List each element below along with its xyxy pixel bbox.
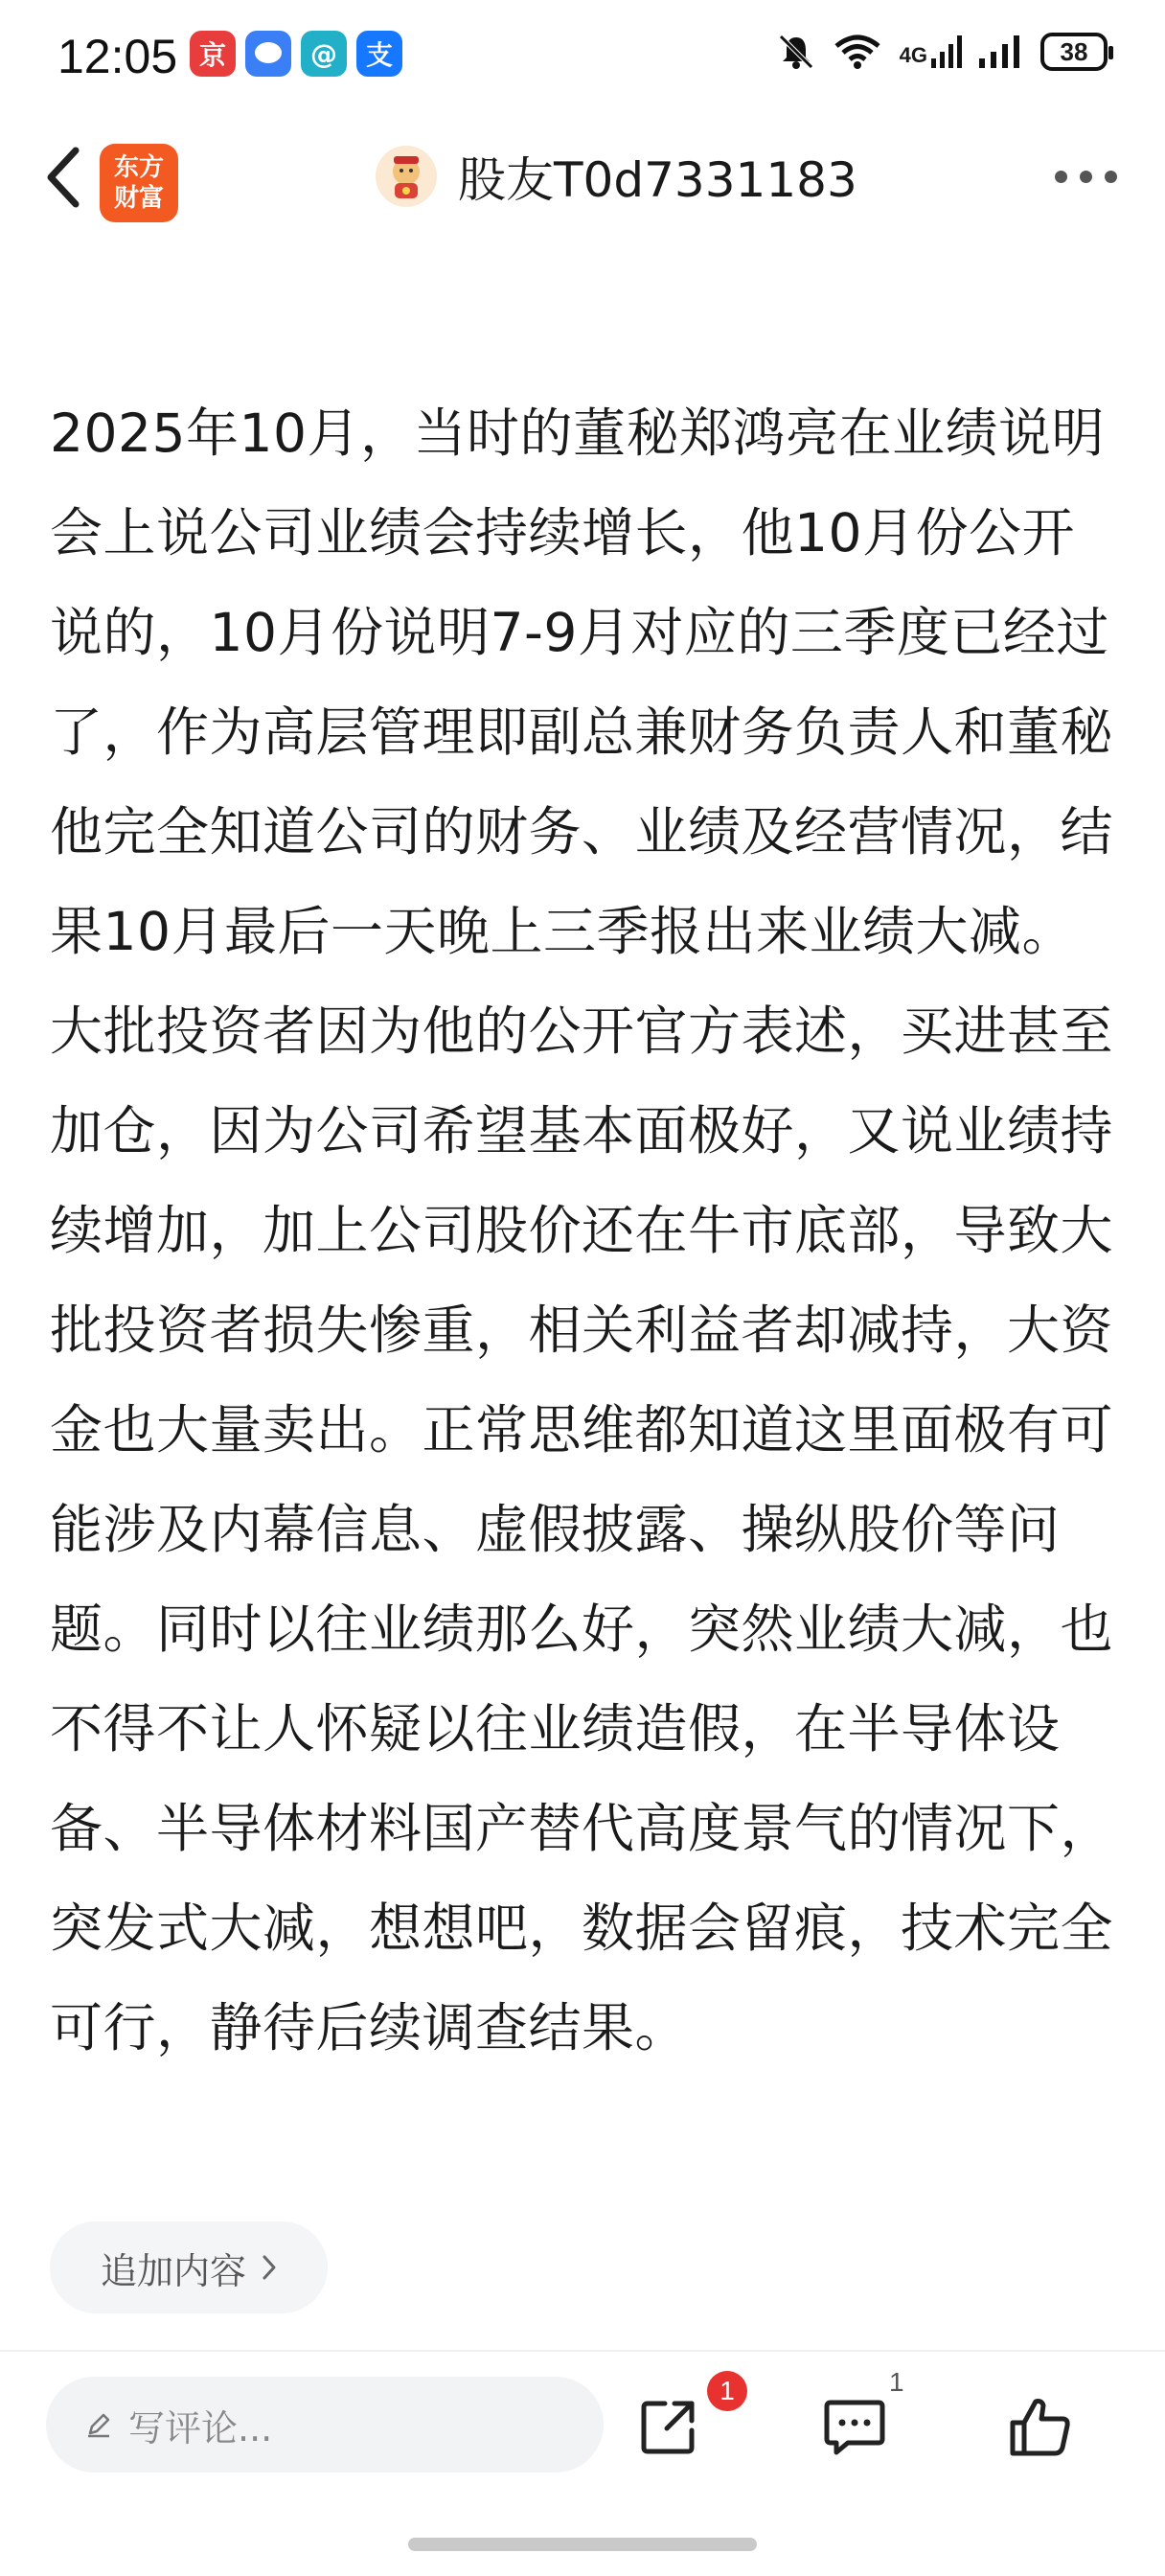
append-content-label: 追加内容 (100, 2249, 246, 2292)
comment-placeholder: 写评论... (128, 2406, 273, 2450)
status-time: 12:05 (57, 30, 178, 83)
more-options-button[interactable] (1055, 171, 1117, 183)
avatar[interactable] (376, 146, 437, 207)
mascot-avatar-icon (380, 150, 432, 202)
like-button[interactable] (1000, 2386, 1081, 2467)
author-info[interactable] (376, 142, 857, 211)
post-body-text: 2025年10月，当时的董秘郑鸿亮在业绩说明会上说公司业绩会持续增长，他10月份公开说的，10月份说明7-9月对应的三季度已经过了，作为高层管理即副总兼财务负责人和董秘他完全知道公司的财务、业绩及经营情况，结果10月最后一天晚上三季报出来业绩大减。大批投资者因为他的公开官方表述，买进甚至加仓，因为公司希望基本面极好，又说业绩持续增加，加上公司股价还在牛市底部，导致大批投资者损失惨重，相关利益者却减持，大资金也大量卖出。正常思维都知道这里面极有可能涉及内幕信息、虚假披露、操纵股价等问题。同时以往业绩那么好，突然业绩大减，也不得不让人怀疑以往业绩造假，在半导体设备、半导体材料国产替代高度景气的情况下，突发式大减，想想吧，数据会留痕，技术完全可行，静待后续调查结果。 (50, 402, 1114, 2058)
wifi-icon (833, 33, 882, 71)
logo-text-line1: 东方 (113, 153, 164, 182)
share-icon (638, 2396, 699, 2457)
append-content-button[interactable] (50, 2221, 328, 2313)
battery-indicator: 38 (1040, 33, 1108, 71)
network-type (900, 35, 962, 68)
more-dot (1080, 171, 1092, 183)
logo-text-line2: 财富 (113, 184, 164, 213)
more-dot (1055, 171, 1067, 183)
author-name[interactable]: 股友T0d7331183 (458, 152, 857, 208)
signal-icon-1 (931, 35, 962, 68)
pencil-icon (84, 2410, 113, 2439)
comment-button[interactable] (814, 2386, 895, 2467)
more-dot (1105, 171, 1117, 183)
bottom-divider (0, 2350, 1165, 2352)
alipay-app-icon: 支 (356, 31, 402, 77)
eastmoney-logo[interactable] (100, 144, 178, 222)
home-indicator[interactable] (408, 2538, 757, 2551)
network-label: 4G (899, 43, 927, 67)
share-badge: 1 (707, 2371, 747, 2411)
status-bar (0, 0, 1165, 115)
back-button[interactable] (29, 144, 96, 211)
status-indicators (777, 33, 1108, 71)
teal-app-icon: @ (301, 31, 347, 77)
share-button[interactable] (628, 2386, 709, 2467)
chevron-right-icon (262, 2254, 277, 2281)
chevron-left-icon (43, 147, 81, 208)
signal-icon-2 (979, 35, 1023, 68)
notification-app-icons (190, 31, 402, 77)
comment-input[interactable] (46, 2377, 604, 2472)
thumbs-up-icon (1009, 2396, 1072, 2457)
comment-count: 1 (889, 2367, 904, 2397)
message-app-icon (245, 31, 291, 77)
post-header (0, 115, 1165, 240)
comment-icon (823, 2397, 886, 2456)
red-app-icon: 京 (190, 31, 236, 77)
mute-bell-icon (777, 33, 815, 71)
